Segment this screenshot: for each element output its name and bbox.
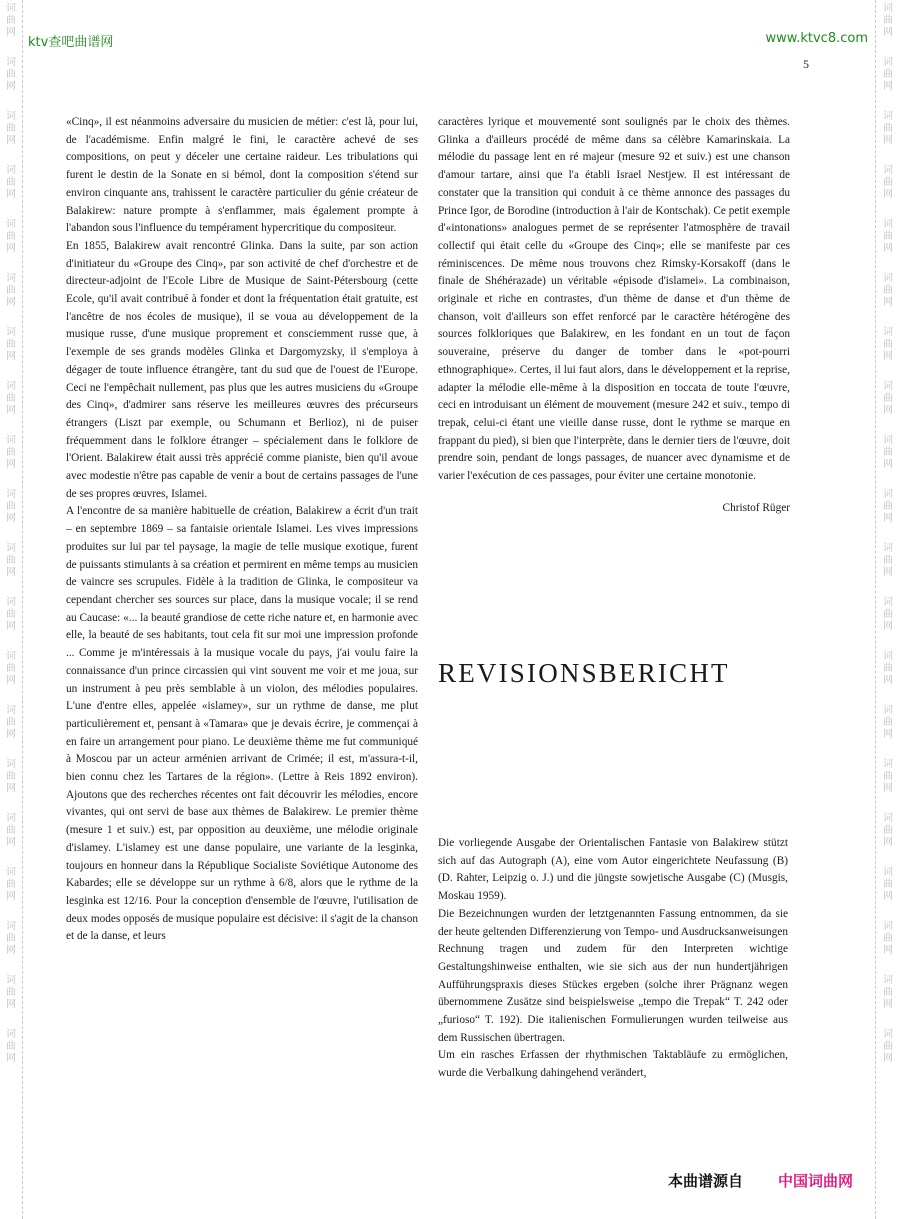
- watermark-group: [6, 57, 16, 93]
- watermark-group: [6, 3, 16, 39]
- watermark-char: 网: [883, 351, 893, 362]
- watermark-group: [6, 435, 16, 471]
- watermark-char: 曲: [883, 501, 893, 512]
- site-url-right[interactable]: www.ktvc8.com: [765, 31, 868, 46]
- watermark-group: [883, 111, 893, 147]
- watermark-char: 网: [6, 945, 16, 956]
- watermark-char: 词: [883, 975, 893, 986]
- watermark-char: 曲: [6, 879, 16, 890]
- watermark-char: 词: [883, 1029, 893, 1040]
- right-watermark-strip: [875, 0, 900, 1219]
- watermark-group: [883, 3, 893, 39]
- watermark-char: 词: [6, 3, 16, 14]
- watermark-group: [883, 813, 893, 849]
- author-signature: Christof Rüger: [722, 501, 790, 514]
- watermark-char: 网: [6, 81, 16, 92]
- watermark-char: 网: [6, 459, 16, 470]
- section-title: REVISIONSBERICHT: [438, 658, 730, 688]
- watermark-char: 网: [883, 1053, 893, 1064]
- watermark-group: [883, 543, 893, 579]
- watermark-group: [6, 651, 16, 687]
- paragraph: Die Bezeichnungen wurden der letztgenannten Fassung entnommen, da sie der heute geltenden Differenzierung von Tempo- und Ausdrucksanweisungen Rechnung tragen und zudem für den Interpreten wichtige Gestaltungshinweise enthalten, wie sie sich aus der nun hundertjährigen Aufführungspraxis dieses Stückes ergeben (solche ihrer Prägnanz wegen übernommene Zusätze sind beispielsweise „tempo die Trepak“ T. 242 oder „furioso“ T. 192). Die italienischen Formulierungen wurden teilweise aus dem Russischen übertragen.: [438, 907, 788, 1044]
- watermark-char: 词: [883, 543, 893, 554]
- source-label: 本曲谱源自: [668, 1172, 744, 1190]
- watermark-char: 词: [6, 597, 16, 608]
- watermark-char: 词: [883, 57, 893, 68]
- watermark-char: 词: [6, 921, 16, 932]
- watermark-char: 曲: [883, 879, 893, 890]
- watermark-group: [6, 219, 16, 255]
- watermark-char: 网: [6, 621, 16, 632]
- watermark-group: [883, 867, 893, 903]
- watermark-char: 词: [6, 489, 16, 500]
- watermark-char: 网: [883, 999, 893, 1010]
- watermark-group: [6, 381, 16, 417]
- watermark-group: [883, 273, 893, 309]
- watermark-group: [6, 1029, 16, 1065]
- watermark-char: 曲: [6, 1041, 16, 1052]
- watermark-char: 网: [883, 783, 893, 794]
- watermark-char: 曲: [883, 933, 893, 944]
- source-site-link[interactable]: 中国词曲网: [778, 1172, 854, 1190]
- watermark-char: 网: [883, 189, 893, 200]
- watermark-group: [883, 57, 893, 93]
- watermark-group: [883, 597, 893, 633]
- watermark-group: [883, 651, 893, 687]
- watermark-char: 网: [883, 459, 893, 470]
- watermark-char: 曲: [883, 987, 893, 998]
- watermark-char: 网: [6, 243, 16, 254]
- watermark-char: 词: [6, 813, 16, 824]
- watermark-group: [6, 165, 16, 201]
- watermark-char: 网: [883, 81, 893, 92]
- watermark-group: [6, 597, 16, 633]
- watermark-char: 网: [6, 513, 16, 524]
- watermark-group: [6, 705, 16, 741]
- watermark-char: 曲: [883, 609, 893, 620]
- watermark-char: 词: [883, 165, 893, 176]
- watermark-group: [883, 435, 893, 471]
- paragraph: «Cinq», il est néanmoins adversaire du musicien de métier: c'est là, pour lui, de l'académisme. Enfin malgré le fini, le caractère achevé de ses compositions, on peut y déceler une certaine raideur. Les tribulations qui furent le destin de la Sonate en si bémol, dont la composition s'étend sur environ cinquante ans, trahissent le caractère particulier du génie créateur de Balakirew: nature prompte à s'enflammer, mais également prompte à l'abandon sous l'influence du tempérament hypercritique du compositeur.: [66, 116, 418, 235]
- watermark-char: 曲: [6, 555, 16, 566]
- watermark-char: 曲: [6, 123, 16, 134]
- watermark-group: [883, 489, 893, 525]
- watermark-char: 网: [6, 405, 16, 416]
- watermark-char: 曲: [6, 447, 16, 458]
- watermark-char: 曲: [883, 555, 893, 566]
- watermark-char: 词: [6, 1029, 16, 1040]
- watermark-char: 曲: [6, 717, 16, 728]
- watermark-char: 网: [883, 135, 893, 146]
- right-text-column: [438, 114, 790, 517]
- watermark-char: 词: [6, 273, 16, 284]
- watermark-char: 网: [6, 783, 16, 794]
- watermark-char: 网: [883, 513, 893, 524]
- watermark-char: 词: [883, 921, 893, 932]
- watermark-group: [883, 705, 893, 741]
- watermark-char: 曲: [883, 771, 893, 782]
- watermark-char: 曲: [6, 393, 16, 404]
- watermark-group: [6, 543, 16, 579]
- left-text-column: [66, 114, 418, 946]
- watermark-char: 网: [883, 675, 893, 686]
- left-watermark-strip: [0, 0, 23, 1219]
- site-name-left[interactable]: ktv查吧曲谱网: [28, 35, 114, 50]
- watermark-char: 词: [883, 867, 893, 878]
- watermark-group: [883, 975, 893, 1011]
- page-number: 5: [803, 57, 809, 71]
- watermark-char: 网: [6, 297, 16, 308]
- watermark-char: 网: [883, 27, 893, 38]
- watermark-char: 词: [6, 435, 16, 446]
- watermark-group: [883, 381, 893, 417]
- watermark-char: 词: [883, 705, 893, 716]
- watermark-char: 词: [883, 489, 893, 500]
- watermark-char: 词: [883, 597, 893, 608]
- watermark-char: 曲: [6, 339, 16, 350]
- watermark-char: 曲: [883, 339, 893, 350]
- watermark-char: 曲: [6, 501, 16, 512]
- watermark-char: 词: [883, 219, 893, 230]
- watermark-char: 网: [883, 567, 893, 578]
- watermark-char: 词: [6, 759, 16, 770]
- watermark-char: 曲: [883, 285, 893, 296]
- watermark-group: [883, 759, 893, 795]
- watermark-group: [6, 327, 16, 363]
- watermark-group: [883, 219, 893, 255]
- watermark-group: [6, 111, 16, 147]
- watermark-char: 曲: [883, 123, 893, 134]
- watermark-group: [883, 921, 893, 957]
- watermark-char: 曲: [883, 1041, 893, 1052]
- watermark-char: 网: [883, 621, 893, 632]
- watermark-char: 网: [883, 729, 893, 740]
- watermark-char: 网: [6, 891, 16, 902]
- watermark-char: 网: [883, 945, 893, 956]
- watermark-char: 曲: [883, 69, 893, 80]
- watermark-char: 词: [6, 543, 16, 554]
- watermark-char: 词: [6, 381, 16, 392]
- watermark-char: 曲: [6, 69, 16, 80]
- watermark-char: 词: [883, 435, 893, 446]
- watermark-char: 词: [6, 867, 16, 878]
- watermark-group: [6, 867, 16, 903]
- watermark-group: [883, 1029, 893, 1065]
- watermark-char: 曲: [6, 231, 16, 242]
- watermark-char: 词: [883, 327, 893, 338]
- watermark-char: 词: [6, 975, 16, 986]
- watermark-char: 曲: [883, 447, 893, 458]
- watermark-group: [6, 273, 16, 309]
- watermark-char: 词: [883, 759, 893, 770]
- watermark-char: 词: [6, 705, 16, 716]
- watermark-char: 曲: [6, 15, 16, 26]
- watermark-group: [883, 165, 893, 201]
- paragraph: Die vorliegende Ausgabe der Orientalischen Fantasie von Balakirew stützt sich auf das Autograph (A), eine vom Autor eingerichtete Neufassung (B) (D. Rahter, Leipzig o. J.) und die jüngste sowjetische Ausgabe (C) (Musgis, Moskau 1959).: [438, 837, 788, 903]
- watermark-char: 曲: [6, 987, 16, 998]
- watermark-char: 词: [883, 273, 893, 284]
- watermark-group: [883, 327, 893, 363]
- watermark-char: 词: [6, 111, 16, 122]
- watermark-char: 网: [6, 729, 16, 740]
- paragraph: Um ein rasches Erfassen der rhythmischen Taktabläufe zu ermöglichen, wurde die Verbalkung dahingehend verändert,: [438, 1049, 788, 1080]
- watermark-char: 网: [883, 837, 893, 848]
- watermark-char: 曲: [6, 771, 16, 782]
- watermark-char: 网: [6, 837, 16, 848]
- watermark-char: 网: [6, 1053, 16, 1064]
- watermark-char: 词: [883, 111, 893, 122]
- watermark-group: [6, 921, 16, 957]
- watermark-group: [6, 759, 16, 795]
- watermark-char: 网: [6, 135, 16, 146]
- watermark-char: 词: [883, 3, 893, 14]
- watermark-char: 词: [883, 381, 893, 392]
- watermark-char: 曲: [883, 717, 893, 728]
- watermark-char: 词: [883, 813, 893, 824]
- watermark-char: 曲: [6, 285, 16, 296]
- watermark-char: 网: [6, 675, 16, 686]
- paragraph: En 1855, Balakirew avait rencontré Glinka. Dans la suite, par son action d'initiateur du «Groupe des Cinq», par son activité de chef d'orchestre et de directeur-adjoint de l'Ecole Libre de Musique de Saint-Pétersbourg (cette Ecole, qu'il avait contribué à fonder et dont la fréquentation était gratuite, est l'ancêtre de nos écoles de musique), il se voua au développement de la musique russe, d'une musique proprement et consciemment russe que, à l'exemple de ses grands modèles Glinka et Dargomyzsky, il s'employa à dégager de toute influence étrangère, tant du sud que de l'ouest de l'Europe. Ceci ne l'empêchait nullement, pas plus que les autres musiciens du «Groupe des Cinq», d'admirer sans réserve les meilleures œuvres des précurseurs étrangers (Liszt par exemple, ou Schumann et Berlioz), ni de puiser fréquemment dans le folklore étranger – spécialement dans le folklore de l'Orient. Balakirew était aussi très apprécié comme pianiste, bien qu'il avoue avec modestie n'être pas capable de venir a bout de certains passages de l'une de ses propres œuvres, Islamei.: [66, 239, 418, 500]
- watermark-char: 曲: [883, 15, 893, 26]
- watermark-char: 曲: [6, 933, 16, 944]
- watermark-char: 曲: [883, 231, 893, 242]
- watermark-char: 网: [883, 891, 893, 902]
- watermark-char: 网: [883, 297, 893, 308]
- watermark-char: 词: [883, 651, 893, 662]
- watermark-group: [6, 489, 16, 525]
- watermark-char: 词: [6, 57, 16, 68]
- watermark-char: 网: [883, 243, 893, 254]
- watermark-char: 网: [6, 999, 16, 1010]
- watermark-char: 曲: [6, 177, 16, 188]
- watermark-char: 网: [6, 351, 16, 362]
- watermark-char: 曲: [883, 663, 893, 674]
- watermark-group: [6, 975, 16, 1011]
- paragraph: A l'encontre de sa manière habituelle de création, Balakirew a écrit d'un trait – en septembre 1869 – sa fantaisie orientale Islamei. Les vives impressions produites sur lui par tel paysage, la magie de telle musique exotique, furent de puissants stimulants à sa création et permirent en même temps au musicien de vaincre ses scrupules. Fidèle à la tradition de Glinka, le compositeur va cependant chercher ses sources sur place, dans la musique vocale; il se rend au Caucase: «... la beauté grandiose de cette riche nature et, en harmonie avec elle, la beauté de ses habitants, tout cela fit sur moi une impression profonde ... Comme je m'intéressais à la musique vocale du pays, j'ai voulu faire la connaissance d'un prince circassien qui vint souvent me voir et me joua, sur un instrument à peu près semblable à un violon, des mélodies populaires. L'une d'entre elles, appelée «islamey», sur un rythme de danse, me plut particulièrement et, pensant à «Tamara» que je devais écrire, je commençai à en faire un arrangement pour piano. Le deuxième thème me fut communiqué à Moscou par un acteur arménien arrivant de Crimée; il est, m'assura-t-il, bien connu chez les Tartares de la région». (Lettre à Reis 1892 environ). Ajoutons que des recherches récentes ont fait découvrir les mélodies, encore vivantes, qui ont servi de base aux thèmes de Balakirew. Le premier thème (mesure 1 et suiv.) est, par opposition au deuxième, une mélodie originale d'islamey. L'islamey est une danse populaire, une variante de la lesginka, toujours en honneur dans la République Socialiste Soviétique Autonome des Kabardes; elle se développe sur un rythme à 6/8, alors que le rythme de la lesginka est 12/16. Pour la conception d'ensemble de l'œuvre, l'utilisation de deux modes opposés de musique populaire est décisive: il s'agit de la chanson et de la danse, et leurs: [66, 505, 418, 943]
- watermark-char: 词: [6, 165, 16, 176]
- watermark-char: 曲: [6, 663, 16, 674]
- watermark-char: 网: [883, 405, 893, 416]
- watermark-group: [6, 813, 16, 849]
- watermark-char: 曲: [6, 609, 16, 620]
- watermark-char: 网: [6, 189, 16, 200]
- watermark-char: 网: [6, 27, 16, 38]
- watermark-char: 曲: [883, 393, 893, 404]
- paragraph: caractères lyrique et mouvementé sont soulignés par le choix des thèmes. Glinka a d'ailleurs procédé de même dans sa célèbre Kamarinskaia. La mélodie du passage lent en ré majeur (mesure 92 et suiv.) est une chanson d'amour tartare, ainsi que l'a établi Israel Nestjew. Il est intéressant de constater que la transition qui conduit à ce thème annonce des passages du Prince Igor, de Borodine (introduction à l'air de Kontschak). Ce petit exemple d'«intonations» analogues permet de se représenter l'atmosphère de travail collectif qui était celle du «Groupe des Cinq»; elle se manifeste par ces réminiscences. De même nous trouvons chez Rimsky-Korsakoff (dans le finale de Shéhérazade) un véritable «épisode d'islamei». La combinaison, originale et riche en contrastes, d'un thème de danse et d'un thème de chanson, voit d'ailleurs son effet renforcé par le caractère hétérogène des sources folkloriques que Balakirew, en les fondant en un tout de façon souveraine, préserve du danger de tomber dans le «pot-pourri ethnographique». Certes, il lui faut alors, dans le développement et la reprise, adapter la mélodie elle-même à la disposition en toccata de toute l'œuvre, ceci en introduisant un élément de mouvement (mesure 242 et suiv., tempo di trepak, celui-ci étant une vieille danse russe, dont le rythme se marque en frappant du pied), si bien que l'interprète, dans le dernier tiers de l'œuvre, doit prendre soin, pendant de longs passages, de nuancer avec dynamisme et de varier l'exécution de ces passages, pour éviter une certaine monotonie.: [438, 116, 790, 483]
- watermark-char: 词: [6, 327, 16, 338]
- watermark-char: 曲: [6, 825, 16, 836]
- watermark-char: 词: [6, 219, 16, 230]
- watermark-char: 曲: [883, 825, 893, 836]
- watermark-char: 词: [6, 651, 16, 662]
- watermark-char: 曲: [883, 177, 893, 188]
- revision-report-text: [438, 835, 788, 1083]
- watermark-char: 网: [6, 567, 16, 578]
